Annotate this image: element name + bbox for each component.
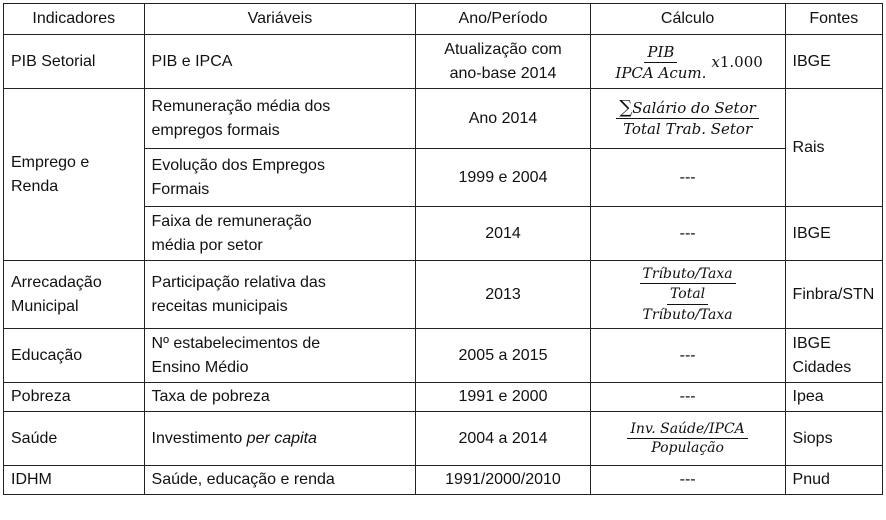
indicators-table xyxy=(3,3,883,495)
arrecadacao-fraction xyxy=(637,265,739,325)
fonte-line-1: IBGE xyxy=(792,334,831,352)
cell-ano: 1991/2000/2010 xyxy=(416,466,590,495)
header-ano: Ano/Período xyxy=(416,4,590,35)
pib-numerator: PIB xyxy=(644,42,677,63)
arrecadacao-denominator xyxy=(637,284,739,325)
cell-ano: 2004 a 2014 xyxy=(416,412,590,466)
mult-x: x xyxy=(711,53,720,71)
var-line-1: Evolução dos Empregos xyxy=(151,156,325,174)
cell-fonte: Pnud xyxy=(785,466,882,495)
cell-indicador: Pobreza xyxy=(4,383,145,412)
cell-calculo xyxy=(590,35,785,89)
pib-multiplier xyxy=(711,50,762,74)
remuneracao-numerator xyxy=(616,98,758,119)
var-line-1: Faixa de remuneração xyxy=(151,212,312,230)
cell-ano: Ano 2014 xyxy=(416,89,590,149)
saude-numerator: Inv. Saúde/IPCA xyxy=(627,420,747,439)
var-line-2: média por setor xyxy=(151,236,263,254)
indicador-line-1: Arrecadação xyxy=(11,273,102,291)
table-row xyxy=(4,383,883,412)
table-row xyxy=(4,261,883,329)
table-row xyxy=(4,412,883,466)
var-emphasis: per capita xyxy=(246,429,317,447)
cell-ano: 2014 xyxy=(416,207,590,261)
cell-indicador: Saúde xyxy=(4,412,145,466)
var-line-1: Nº estabelecimentos de xyxy=(151,334,321,352)
cell-ano: 2005 a 2015 xyxy=(416,329,590,383)
cell-ano xyxy=(416,35,590,89)
cell-fonte: IBGE xyxy=(785,35,882,89)
header-calculo: Cálculo xyxy=(590,4,785,35)
var-line-2: Formais xyxy=(151,180,210,198)
cell-indicador xyxy=(4,261,145,329)
cell-calculo xyxy=(590,89,785,149)
indicador-line-2: Municipal xyxy=(11,297,79,315)
inner-fraction xyxy=(640,284,736,325)
cell-calculo xyxy=(590,412,785,466)
ano-line-1: Atualização com xyxy=(444,40,562,58)
var-line-2: empregos formais xyxy=(151,121,280,139)
cell-variavel xyxy=(144,329,416,383)
inner-denominator: Tríbuto/Taxa xyxy=(642,306,733,323)
cell-variavel: Taxa de pobreza xyxy=(144,383,416,412)
header-row xyxy=(4,4,883,35)
pib-denominator: IPCA Acum. xyxy=(615,63,707,82)
cell-variavel xyxy=(144,261,416,329)
cell-variavel xyxy=(144,207,416,261)
cell-indicador: PIB Setorial xyxy=(4,35,145,89)
inner-numerator: Total xyxy=(667,284,708,305)
header-fontes: Fontes xyxy=(785,4,882,35)
cell-fonte: Siops xyxy=(785,412,882,466)
mult-n: 1.000 xyxy=(719,53,763,71)
table-row xyxy=(4,466,883,495)
cell-fonte: Finbra/STN xyxy=(785,261,882,329)
var-line-1: Participação relativa das xyxy=(151,273,326,291)
var-line-1: Remuneração média dos xyxy=(151,97,331,115)
cell-variavel: PIB e IPCA xyxy=(144,35,416,89)
cell-variavel xyxy=(144,89,416,149)
cell-indicador xyxy=(4,89,145,261)
saude-denominator: População xyxy=(651,440,724,456)
cell-ano: 1991 e 2000 xyxy=(416,383,590,412)
saude-fraction xyxy=(627,420,747,457)
pib-formula xyxy=(612,42,762,83)
header-indicadores: Indicadores xyxy=(4,4,145,35)
header-variaveis: Variáveis xyxy=(144,4,416,35)
cell-variavel xyxy=(144,149,416,207)
table-row xyxy=(4,35,883,89)
cell-fonte: Ipea xyxy=(785,383,882,412)
pib-fraction xyxy=(612,42,709,83)
cell-fonte: IBGE xyxy=(785,207,882,261)
var-line-2: Ensino Médio xyxy=(151,358,249,376)
cell-indicador: IDHM xyxy=(4,466,145,495)
table-row xyxy=(4,89,883,149)
cell-calculo: --- xyxy=(590,383,785,412)
cell-fonte: Rais xyxy=(785,89,882,207)
cell-variavel xyxy=(144,412,416,466)
var-text: Investimento xyxy=(151,429,247,447)
cell-indicador: Educação xyxy=(4,329,145,383)
indicador-line-1: Emprego e xyxy=(11,153,90,171)
cell-calculo xyxy=(590,261,785,329)
cell-fonte xyxy=(785,329,882,383)
ano-line-2: ano-base 2014 xyxy=(449,64,557,82)
cell-calculo: --- xyxy=(590,149,785,207)
fonte-line-2: Cidades xyxy=(792,358,852,376)
arrecadacao-numerator: Tríbuto/Taxa xyxy=(640,265,736,284)
cell-ano: 1999 e 2004 xyxy=(416,149,590,207)
cell-variavel: Saúde, educação e renda xyxy=(144,466,416,495)
indicador-line-2: Renda xyxy=(11,177,59,195)
table-row xyxy=(4,329,883,383)
cell-calculo: --- xyxy=(590,329,785,383)
numerator-text: Salário do Setor xyxy=(632,99,756,117)
var-line-2: receitas municipais xyxy=(151,297,288,315)
remuneracao-denominator: Total Trab. Setor xyxy=(623,120,753,138)
cell-calculo: --- xyxy=(590,207,785,261)
sigma-symbol: ∑ xyxy=(619,97,633,118)
cell-ano: 2013 xyxy=(416,261,590,329)
cell-calculo: --- xyxy=(590,466,785,495)
remuneracao-fraction xyxy=(616,98,758,139)
